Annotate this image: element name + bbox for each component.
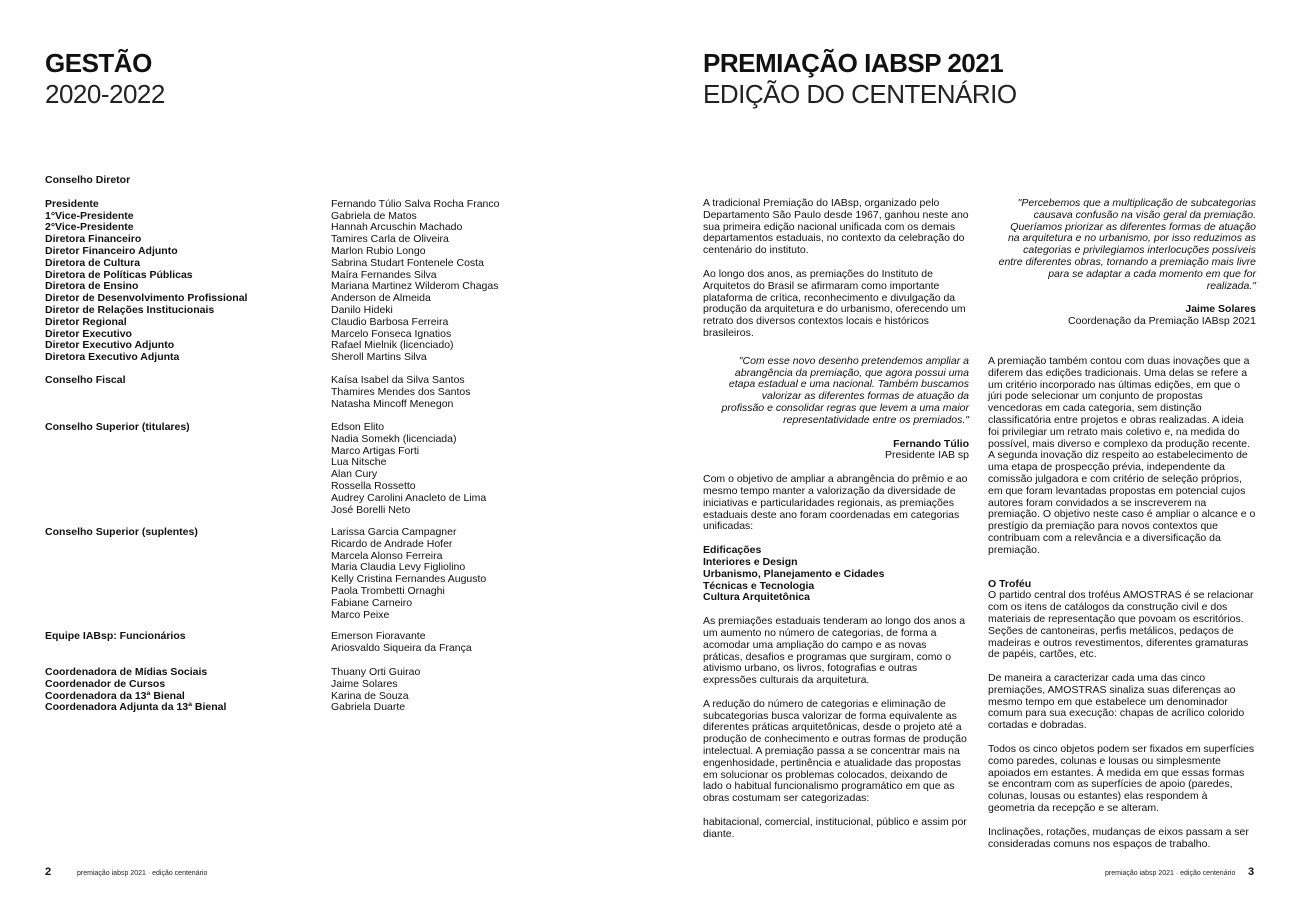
member-name: Emerson Fioravante: [331, 630, 426, 642]
member-name: Marlon Rubio Longo: [331, 244, 426, 257]
page-subtitle: EDIÇÃO DO CENTENÁRIO: [703, 79, 1017, 109]
section-heading: Conselho Fiscal: [45, 374, 126, 386]
section-heading: Conselho Diretor: [45, 174, 131, 186]
member-name: Ariosvaldo Siqueira da França: [331, 641, 472, 654]
member-name: Claudio Barbosa Ferreira: [331, 315, 449, 328]
role-label: Coordenador de Cursos: [45, 677, 166, 690]
role-label: Coordenadora Adjunta da 13ª Bienal: [45, 701, 227, 714]
role-label: Diretor de Desenvolvimento Profissional: [45, 292, 248, 305]
member-name: Gabriela de Matos: [331, 209, 417, 222]
paragraph: A premiação também contou com duas inovações que a diferem das edições tradicionais. Uma delas se refere a um critério incorporado nas últimas edições, em que o júri pode selecionar um conjunto de propostas vencedoras em cada categoria, sem distinção classificatória entre projetos e obras realizadas. A ideia foi privilegiar um retrato mais coletivo e, na medida do possível, mais diverso e complexo da produção recente. A segunda inovação diz respeito ao estabelecimento de uma etapa de prospecção prévia, independente da comissão julgadora e com critério de seleção próprios, em que foram levantadas propostas em potencial cujos autores foram convidados a se inscreverem na premiação. O objetivo neste caso é ampliar o alcance e o prestígio da premiação para novos contextos que contribuam com a relevância e a diversificação da premiação.: [988, 354, 1256, 556]
member-name: Rossella Rossetto: [331, 479, 416, 492]
member-name: Lua Nitsche: [331, 456, 387, 469]
member-name: Fabiane Carneiro: [331, 596, 413, 609]
member-name: Sheroll Martins Silva: [331, 351, 427, 364]
section-equipe-funcionarios: [45, 631, 605, 655]
section-coordenacao: [45, 667, 605, 714]
member-name: Edson Elito: [331, 421, 385, 433]
member-name: Sabrina Studart Fontenele Costa: [331, 256, 484, 269]
member-name: Kaísa Isabel da Silva Santos: [331, 374, 465, 386]
member-name: Natasha Mincoff Menegon: [331, 397, 454, 410]
page-number: 2: [45, 866, 52, 878]
paragraph: A redução do número de categorias e eliminação de subcategorias busca valorizar de forma equivalente as diferentes práticas arquitetônicas, desde o projeto até a produção de conhecimento e outras formas de produção intelectual. A premiação passa a se concentrar mais na engenhosidade, pertinência e atualidade das propostas em solucionar os problemas colocados, deixando de lado o habitual funcionalismo programático em que as obras costumam ser categorizadas:: [703, 697, 967, 805]
category-list: [703, 545, 969, 604]
member-name: Jaime Solares: [331, 677, 398, 690]
quote-signature: [703, 439, 969, 463]
member-name: Kelly Cristina Fernandes Augusto: [331, 573, 487, 586]
section-conselho-superior-suplentes: [45, 527, 605, 621]
role-label: Diretor de Relações Institucionais: [45, 303, 215, 316]
paragraph: Inclinações, rotações, mudanças de eixos passam a ser consideradas comuns nos espaços de trabalho.: [988, 825, 1249, 850]
paragraph: habitacional, comercial, institucional, público e assim por diante.: [703, 816, 967, 840]
member-name: Rafael Mielnik (licenciado): [331, 339, 454, 352]
member-name: Thuany Orti Guirao: [331, 666, 421, 678]
paragraph: Todos os cinco objetos podem ser fixados em superfícies como paredes, colunas e lousas ou simplesmente apoiados em estantes. À medida em que essas formas se encontram com as superfícies de apoio (paredes, colunas, lousas ou estantes) elas respondem à geometria da recepção e se alteram.: [988, 743, 1255, 815]
role-label: Coordenadora de Mídias Sociais: [45, 666, 208, 678]
role-label: Diretora Executivo Adjunta: [45, 351, 180, 364]
page-title: GESTÃO: [45, 48, 152, 78]
role-label: Diretora de Ensino: [45, 280, 139, 293]
section-heading: Conselho Superior (titulares): [45, 421, 190, 433]
quote-signature: [988, 304, 1256, 328]
member-name: Marco Peixe: [331, 608, 390, 621]
role-label: Coordenadora da 13ª Bienal: [45, 689, 185, 702]
member-name: Hannah Arcuschin Machado: [331, 221, 463, 234]
role-label: Diretor Executivo: [45, 327, 132, 340]
page-footer: premiação iabsp 2021 · edição centenário: [77, 870, 208, 877]
quote-role: Coordenação da Premiação IABsp 2021: [1068, 315, 1256, 328]
paragraph: A tradicional Premiação do IABsp, organizado pelo Departamento São Paulo desde 1967, ganhou neste ano sua primeira edição nacional unificada com os demais departamentos estaduais, no contexto da celebração do centenário do instituto.: [703, 197, 969, 257]
role-label: 2°Vice-Presidente: [45, 221, 134, 234]
member-name: Larissa Garcia Campagner: [331, 526, 457, 538]
role-label: Diretora de Cultura: [45, 256, 141, 269]
member-name: Maíra Fernandes Silva: [331, 268, 437, 281]
member-name: Nadia Somekh (licenciada): [331, 432, 457, 445]
paragraph: Com o objetivo de ampliar a abrangência do prêmio e ao mesmo tempo manter a valorização da diversidade de iniciativas e particularidades regionais, as premiações estaduais deste ano foram coordenadas em categorias unificadas:: [703, 473, 968, 533]
member-name: Danilo Hideki: [331, 303, 393, 316]
role-label: Diretor Executivo Adjunto: [45, 339, 175, 352]
member-name: Gabriela Duarte: [331, 701, 406, 714]
paragraph: De maneira a caracterizar cada uma das cinco premiações, AMOSTRAS sinaliza suas diferenças ao mesmo tempo em que estabelece um denominador comum para sua execução: chapas de acrílico colorido cortadas e dobradas.: [988, 672, 1245, 732]
text-column-2: [988, 198, 1256, 862]
member-name: Alan Cury: [331, 468, 378, 481]
category-item: Urbanismo, Planejamento e Cidades: [703, 567, 885, 580]
page-footer: premiação iabsp 2021 · edição centenário: [1105, 870, 1236, 877]
member-name: Anderson de Almeida: [331, 292, 431, 305]
quote-role: Presidente IAB sp: [884, 449, 969, 462]
quote-author: Jaime Solares: [1185, 303, 1256, 316]
role-label: Diretora Financeiro: [45, 233, 142, 246]
member-name: Marcelo Fonseca Ignatios: [331, 327, 452, 340]
category-item: Técnicas e Tecnologia: [703, 579, 815, 592]
section-conselho-fiscal: [45, 375, 605, 410]
section-heading: Equipe IABsp: Funcionários: [45, 630, 186, 642]
role-label: Diretor Regional: [45, 315, 127, 328]
member-name: Karina de Souza: [331, 689, 409, 702]
role-label: Presidente: [45, 197, 99, 210]
section-conselho-diretor: [45, 175, 605, 364]
member-name: Ricardo de Andrade Hofer: [331, 537, 453, 550]
paragraph: As premiações estaduais tenderam ao longo dos anos a um aumento no número de categorias, de forma a acomodar uma ampliação do campo e as novas práticas, desafios e programas que surgiram, como o ativismo urbano, os livros, fotografias e outras expressões culturais da arquitetura.: [703, 615, 966, 687]
paragraph: Ao longo dos anos, as premiações do Instituto de Arquitetos do Brasil se afirmaram como importante plataforma de crítica, reconhecimento e divulgação da produção da arquitetura e do urbanismo, oferecendo um retrato dos diversos contextos locais e históricos brasileiros.: [703, 267, 966, 339]
category-item: Interiores e Design: [703, 555, 798, 568]
role-label: Diretor Financeiro Adjunto: [45, 244, 178, 257]
section-conselho-superior-titulares: [45, 422, 605, 516]
member-name: Audrey Carolini Anacleto de Lima: [331, 491, 487, 504]
section-heading: Conselho Superior (suplentes): [45, 526, 198, 538]
page-subtitle: 2020-2022: [45, 79, 165, 109]
member-name: Marco Artigas Forti: [331, 444, 420, 457]
text-column-1: [703, 198, 969, 853]
category-item: Edificações: [703, 544, 762, 557]
member-name: José Borelli Neto: [331, 503, 411, 516]
paragraph: O partido central dos troféus AMOSTRAS é se relacionar com os itens de catálogos da construção civil e dos materiais de representação que povoam os escritórios. Seções de cantoneiras, perfis metálicos, pedaços de madeiras e outros revestimentos, diferentes gramaturas de papéis, cartões, etc.: [988, 589, 1254, 661]
member-name: Fernando Túlio Salva Rocha Franco: [331, 197, 500, 210]
right-page: [650, 0, 1300, 900]
category-item: Cultura Arquitetônica: [703, 591, 810, 604]
pull-quote: "Percebemos que a multiplicação de subcategorias causava confusão na visão geral da premiação. Queríamos priorizar as diferentes formas de atuação na arquitetura e no urbanismo, por isso reduzimos as categorias e privilegiamos interlocuções possíveis entre diferentes obras, tornando a premiação mais livre para se adaptar a cada momento em que for realizada.": [998, 197, 1256, 292]
member-name: Paola Trombetti Ornaghi: [331, 584, 445, 597]
role-label: Diretora de Políticas Públicas: [45, 268, 193, 281]
member-name: Marcela Alonso Ferreira: [331, 549, 443, 562]
member-name: Tamires Carla de Oliveira: [331, 233, 449, 246]
member-name: Thamires Mendes dos Santos: [331, 385, 471, 398]
quote-author: Fernando Túlio: [893, 437, 969, 450]
page-number: 3: [1248, 866, 1255, 878]
pull-quote: "Com esse novo desenho pretendemos ampliar a abrangência da premiação, que agora possui uma etapa estadual e uma nacional. Também buscamos valorizar as diferentes formas de atuação da profissão e consolidar regras que levem a uma maior representatividade entre os premiados.": [721, 354, 969, 426]
member-name: Mariana Martinez Wilderom Chagas: [331, 280, 499, 293]
subheading: O Troféu: [988, 577, 1032, 590]
role-label: 1°Vice-Presidente: [45, 209, 134, 222]
page-title: PREMIAÇÃO IABSP 2021: [703, 48, 1004, 78]
member-name: Maria Claudia Levy Figliolino: [331, 561, 466, 574]
